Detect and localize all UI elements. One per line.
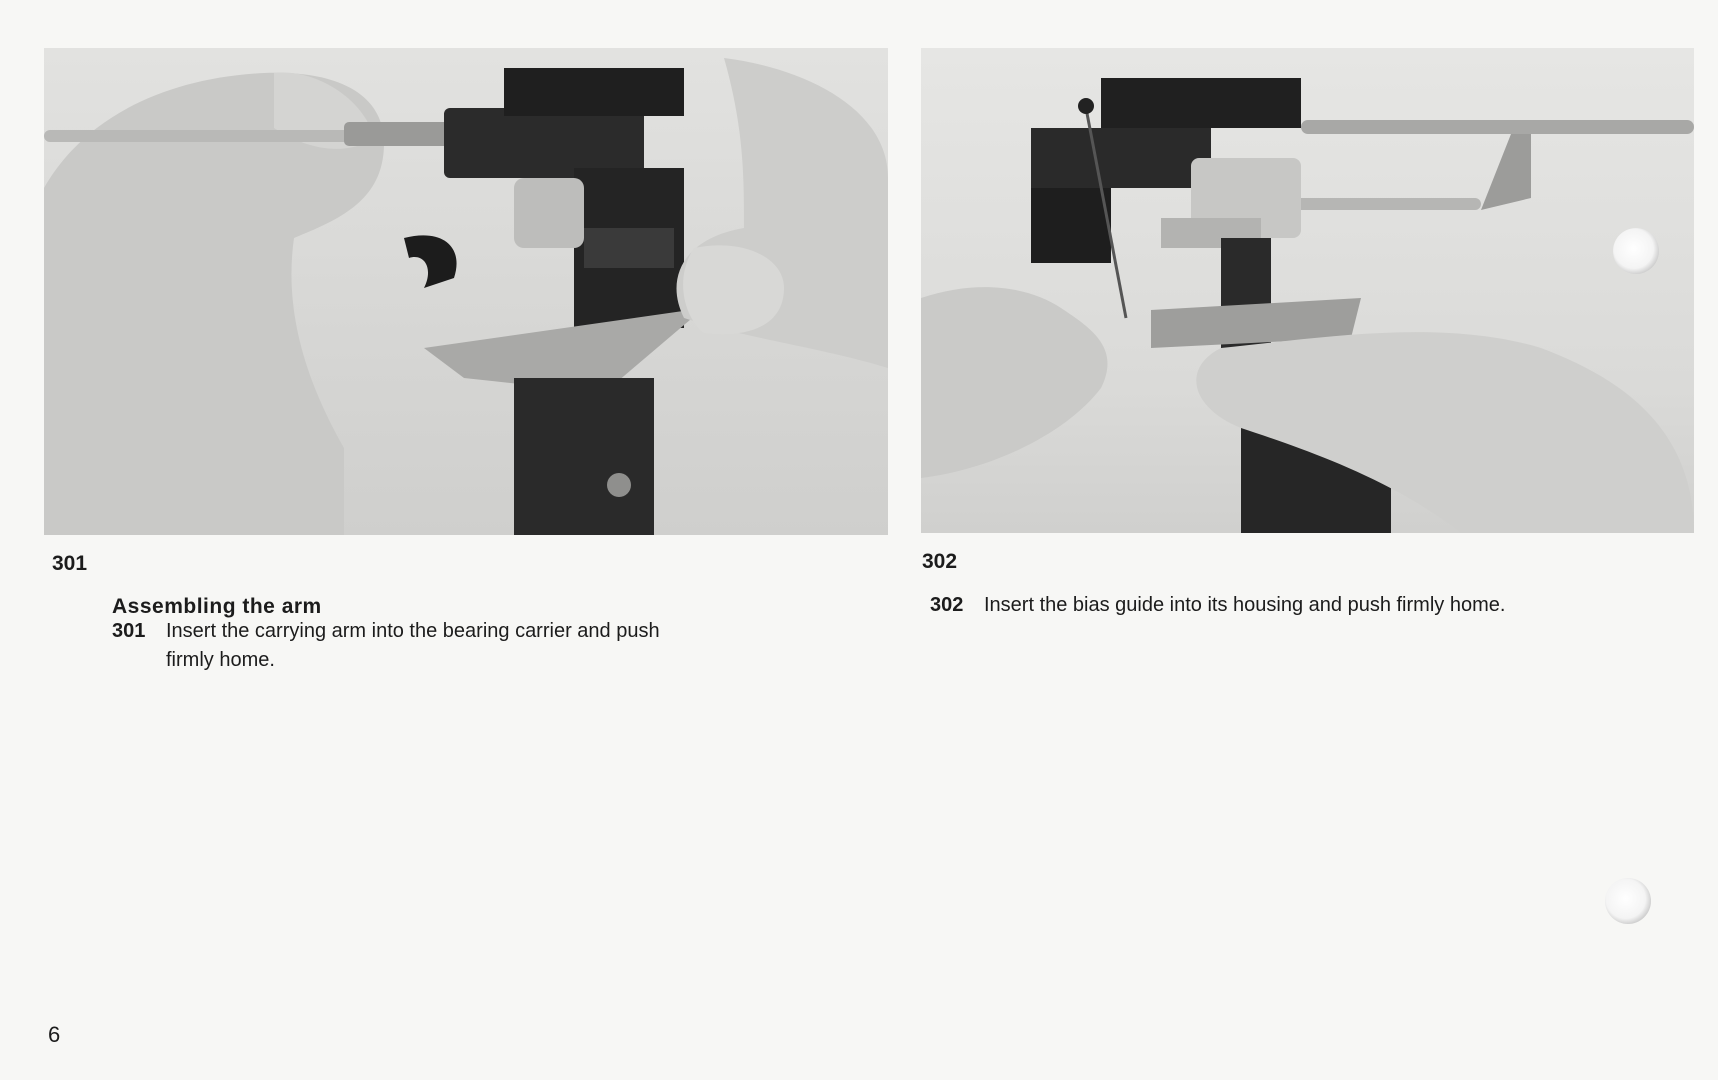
- instruction-301-number: 301: [112, 620, 146, 642]
- instruction-301-line2: firmly home.: [166, 649, 275, 671]
- figure-301-photo: [44, 48, 888, 535]
- figure-number-301: 301: [52, 552, 88, 575]
- figure-302-photo: [921, 48, 1694, 533]
- binder-hole: [1613, 228, 1659, 274]
- instruction-301: [112, 617, 812, 675]
- bias-guide-illustration: [921, 48, 1694, 533]
- instruction-302-text: Insert the bias guide into its housing and push firmly home.: [984, 594, 1506, 616]
- instruction-302: [930, 591, 1650, 620]
- carrying-arm-illustration: [44, 48, 888, 535]
- binder-hole: [1605, 878, 1651, 924]
- figure-number-302: 302: [922, 550, 958, 573]
- instruction-301-line1: Insert the carrying arm into the bearing carrier and push: [166, 620, 660, 642]
- instruction-302-number: 302: [930, 594, 964, 616]
- page-number: 6: [48, 1022, 61, 1047]
- section-heading: Assembling the arm: [112, 595, 322, 618]
